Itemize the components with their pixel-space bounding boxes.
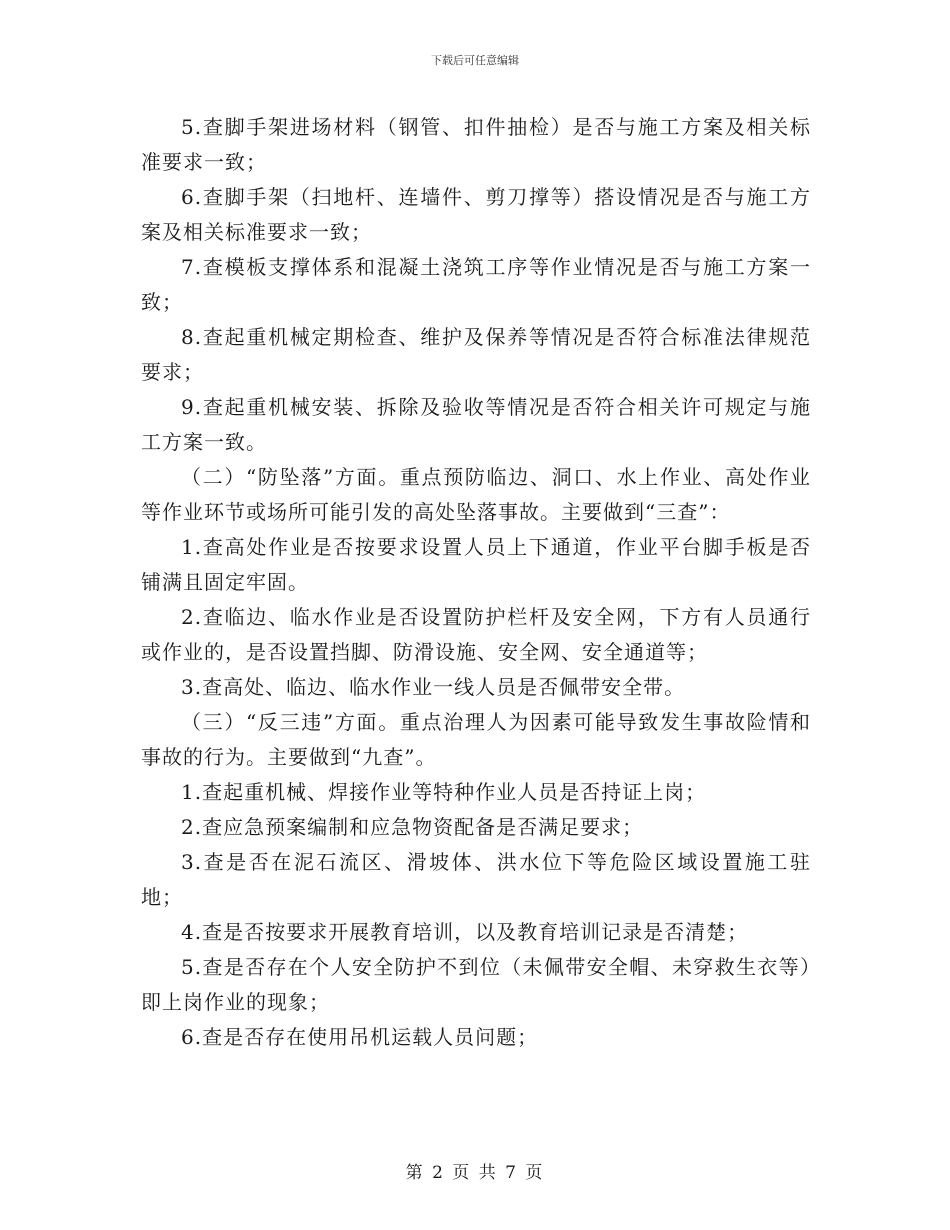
paragraph: 3.查高处、临边、临水作业一线人员是否佩带安全带。 [181,675,686,699]
page-number: 第 2 页 共 7 页 [405,1163,545,1183]
paragraph: 8.查起重机械定期检查、维护及保养等情况是否符合标准法律规范要求； [141,325,811,384]
paragraph: 2.查临边、临水作业是否设置防护栏杆及安全网，下方有人员通行或作业的，是否设置挡脚、防滑设施、安全网、安全通道等； [141,605,811,664]
paragraph: 2.查应急预案编制和应急物资配备是否满足要求； [181,815,644,839]
paragraph: 4.查是否按要求开展教育培训，以及教育培训记录是否清楚； [181,920,749,944]
paragraph: 5.查是否存在个人安全防护不到位（未佩带安全帽、未穿救生衣等）即上岗作业的现象； [141,955,811,1014]
page-header: 下载后可任意编辑 [431,54,519,67]
paragraph: 6.查脚手架（扫地杆、连墙件、剪刀撑等）搭设情况是否与施工方案及相关标准要求一致； [141,185,811,244]
section-heading-paragraph: （二）“防坠落”方面。重点预防临边、洞口、水上作业、高处作业等作业环节或场所可能引发的高处坠落事故。主要做到“三查”： [141,465,811,524]
paragraph: 3.查是否在泥石流区、滑坡体、洪水位下等危险区域设置施工驻地； [141,850,811,909]
paragraph: 6.查是否存在使用吊机运载人员问题； [181,1025,539,1049]
document-body [141,110,811,1055]
paragraph: 1.查高处作业是否按要求设置人员上下通道，作业平台脚手板是否铺满且固定牢固。 [141,535,811,594]
paragraph: 9.查起重机械安装、拆除及验收等情况是否符合相关许可规定与施工方案一致。 [141,395,811,454]
paragraph: 7.查模板支撑体系和混凝土浇筑工序等作业情况是否与施工方案一致； [141,255,811,314]
paragraph: 1.查起重机械、焊接作业等特种作业人员是否持证上岗； [181,780,707,804]
paragraph: 5.查脚手架进场材料（钢管、扣件抽检）是否与施工方案及相关标准要求一致； [141,115,811,174]
section-heading-paragraph: （三）“反三违”方面。重点治理人为因素可能导致发生事故险情和事故的行为。主要做到“九查”。 [141,710,811,769]
